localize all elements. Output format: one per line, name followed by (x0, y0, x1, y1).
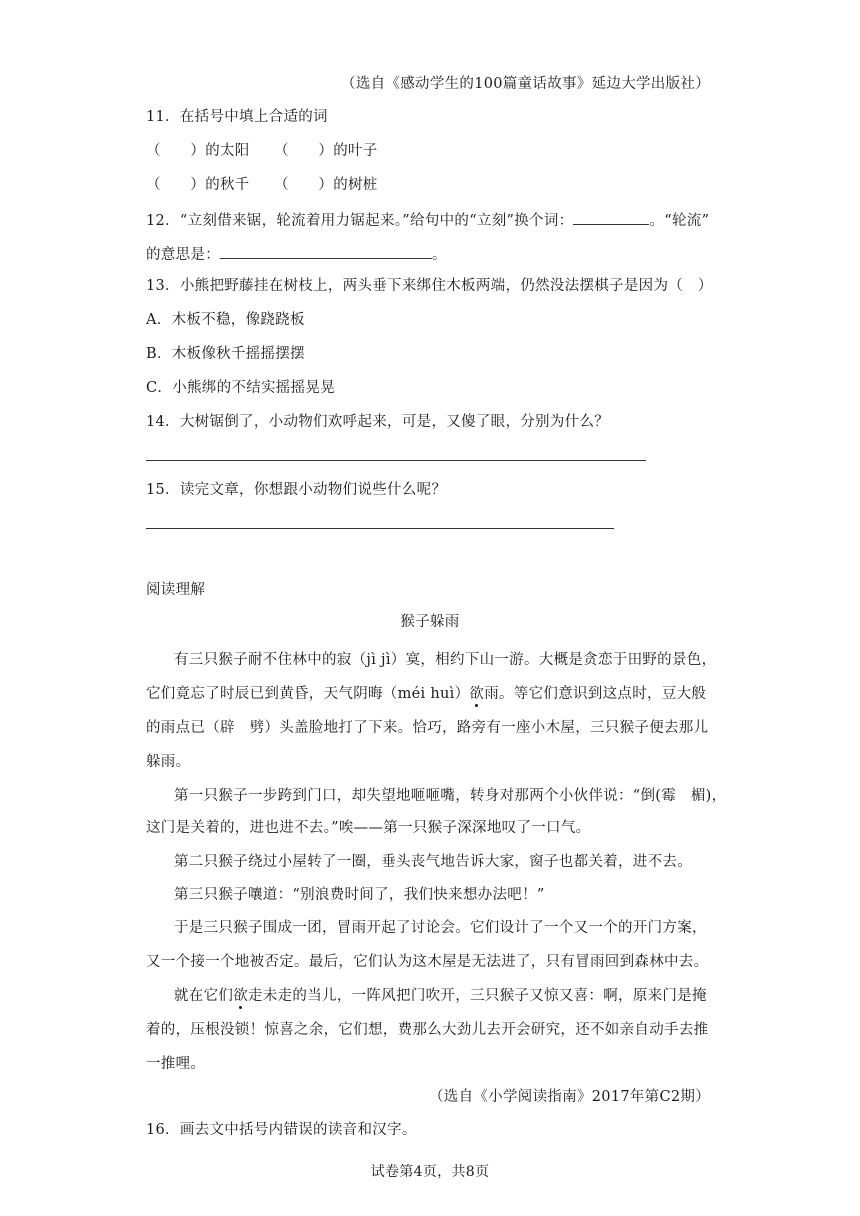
q13-option-a[interactable]: A．木板不稳，像跷跷板 (146, 312, 305, 328)
q13-option-c[interactable]: C．小熊绑的不结实摇摇晃晃 (146, 380, 335, 396)
q14-answer-line[interactable] (146, 460, 646, 461)
passage-p5-line2: 又一个接一个地被否定。最后，它们认为这木屋是无法进了，只有冒雨回到森林中去。 (146, 954, 709, 970)
q12-line1 (146, 209, 709, 231)
q11-blank-leaf: （ ）的叶子 (274, 143, 378, 159)
p1-l2-text-a: 它们竟忘了时辰已到黄昏，天气阴晦（méi huì） (146, 686, 470, 702)
p6-l1-text-c: 走未走的当儿，一阵风把门吹开，三只猴子又惊又喜：啊，原来门是掩 (248, 988, 707, 1004)
passage-p6-line2: 着的，压根没锁！惊喜之余，它们想，费那么大劲儿去开会研究，还不如亲自动手去推 (146, 1022, 709, 1038)
q12-part3: 的意思是： (146, 247, 220, 263)
passage-p6-line3: 一推哩。 (146, 1056, 206, 1072)
q12-part1: 12．“立刻借来锯，轮流着用力锯起来。”给句中的“立刻”换个词： (146, 213, 574, 229)
passage-p1-line2 (146, 684, 706, 704)
q16-stem: 16．画去文中括号内错误的读音和汉字。 (146, 1122, 417, 1138)
q11-blank-stump: （ ）的树桩 (274, 177, 378, 193)
passage-title: 猴子躲雨 (400, 614, 460, 630)
passage-p4: 第三只猴子嚷道：“别浪费时间了，我们快来想办法吧！” (174, 887, 545, 903)
passage-p5-line1: 于是三只猴子围成一团，冒雨开起了讨论会。它们设计了一个又一个的开门方案， (174, 920, 707, 936)
q13-option-b[interactable]: B．木板像秋千摇摇摆摆 (146, 346, 305, 362)
q11-blank-swing: （ ）的秋千 (146, 177, 250, 193)
q15-stem: 15．读完文章，你想跟小动物们说些什么呢？ (146, 482, 447, 498)
passage-p1-line4: 躲雨。 (146, 754, 191, 770)
p1-l2-text-c: 雨。等它们意识到这点时，豆大般 (484, 686, 707, 702)
page-footer: 试卷第4页，共8页 (370, 1164, 490, 1180)
q15-answer-line[interactable] (146, 528, 614, 529)
q13-stem: 13．小熊把野藤挂在树枝上，两头垂下来绑住木板两端，仍然没法摆棋子是因为（ ） (146, 278, 713, 294)
q12-line2 (146, 243, 447, 265)
passage-p1-line1: 有三只猴子耐不住林中的寂（jì jì）寞，相约下山一游。大概是贪恋于田野的景色， (174, 652, 717, 668)
passage-p2-line1: 第一只猴子一步跨到门口，却失望地咂咂嘴，转身对那两个小伙伴说：“倒(霉 楣)， (174, 788, 727, 804)
q14-stem: 14．大树锯倒了，小动物们欢呼起来，可是，又傻了眼，分别为什么？ (146, 414, 610, 430)
p6-l1-text-a: 就在它们 (174, 988, 234, 1004)
passage-p3: 第二只猴子绕过小屋转了一圈，垂头丧气地告诉大家，窗子也都关着，进不去。 (174, 854, 692, 870)
q11-stem: 11．在括号中填上合适的词 (146, 109, 328, 125)
q12-part2: 。“轮流” (649, 213, 710, 229)
section-title: 阅读理解 (146, 582, 206, 598)
q11-blank-sun: （ ）的太阳 (146, 143, 250, 159)
p6-l1-dotted-char: 欲 (233, 988, 249, 1004)
q12-answer-blank-1[interactable] (573, 209, 649, 225)
passage-p6-line1 (174, 986, 707, 1006)
passage-p2-line2: 这门是关着的，进也进不去。”唉——第一只猴子深深地叹了一口气。 (146, 820, 591, 836)
q11-row1 (146, 141, 378, 161)
p1-l2-dotted-char: 欲 (469, 686, 485, 702)
passage-source: （选自《小学阅读指南》2017年第C2期） (428, 1089, 710, 1105)
q12-part4: 。 (432, 247, 447, 263)
q11-row2 (146, 175, 378, 195)
source-top: （选自《感动学生的100篇童话故事》延边大学出版社） (341, 76, 710, 92)
q12-answer-blank-2[interactable] (220, 243, 432, 259)
passage-p1-line3: 的雨点已（辟 劈）头盖脸地打了下来。恰巧，路旁有一座小木屋，三只猴子便去那儿 (146, 720, 709, 736)
